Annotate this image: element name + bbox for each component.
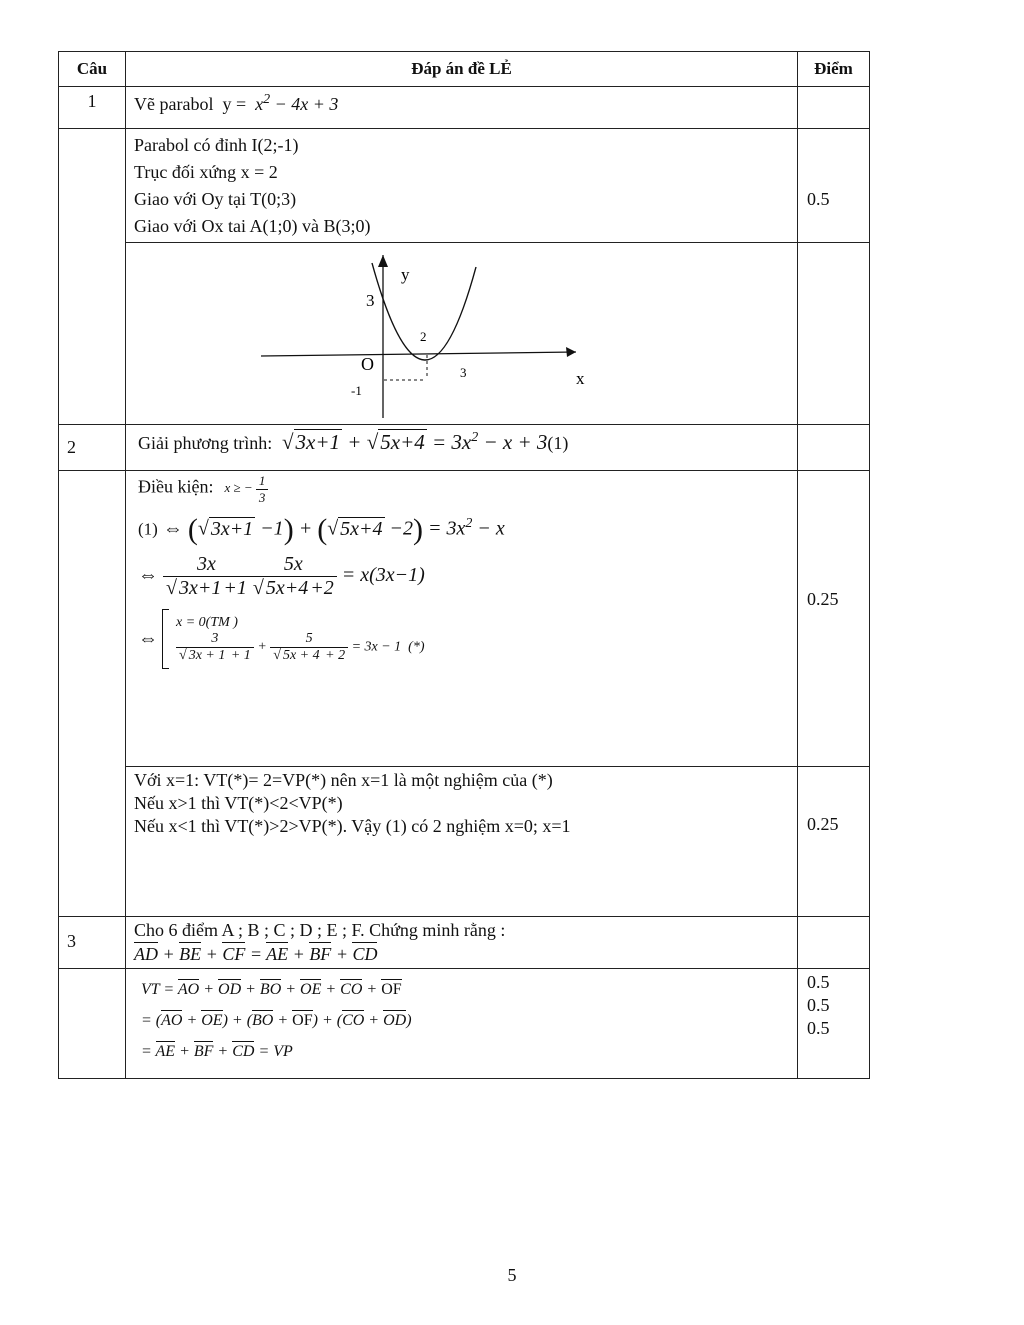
x-axis-arrow <box>566 347 576 357</box>
q1-prompt-row <box>59 87 870 129</box>
q3-proof-row <box>59 969 870 1079</box>
q2-step2: ⇔ $\frac{3x}{√ 3x+1 +1}$ $\frac{5x}{√ 5x+4 +2}$ = x(3x−1) <box>138 553 425 599</box>
q1-prompt <box>126 87 798 129</box>
q3-proof-line1: VT = AO + OD + BO + OE + CO + OF <box>141 981 402 998</box>
q2-line: Nếu x<1 thì VT(*)>2>VP(*). Vậy (1) có 2 nghiệm x=0; x=1 <box>134 816 571 836</box>
q2-number: 2 <box>59 425 126 471</box>
col-cau-header: Câu <box>59 52 126 87</box>
q2-prompt-row <box>59 425 870 471</box>
q2-solution <box>126 471 798 767</box>
q1-prompt-text: Vẽ parabol <box>134 94 214 114</box>
q1-equation: $y = x^2 - 4x + 3$ <box>222 92 339 114</box>
q3-number: 3 <box>59 917 126 969</box>
answer-table <box>58 51 870 1079</box>
q1-graph-cell <box>126 243 798 425</box>
col-dap-an-header: Đáp án đề LẺ <box>126 52 798 87</box>
q2-prompt <box>126 425 798 471</box>
header-row <box>59 52 870 87</box>
y-axis-arrow <box>378 255 388 267</box>
q3-proof-line2: = (AO + OE) + (BO + OF) + (CO + OD) <box>141 1012 412 1029</box>
q3-proof-line3: = AE + BF + CD = VP <box>141 1043 293 1060</box>
parabola-curve <box>372 263 476 360</box>
origin-label: O <box>361 354 374 374</box>
y-label: y <box>401 265 410 284</box>
q2-line: Nếu x>1 thì VT(*)<2<VP(*) <box>134 793 343 813</box>
q2-prompt-text: Giải phương trình: <box>138 433 273 453</box>
q1-line: Giao với Oy tại T(0;3) <box>134 189 297 209</box>
x-axis <box>261 352 576 356</box>
tick-y-3: 3 <box>366 291 375 310</box>
q3-proof <box>126 969 798 1079</box>
tick-x-2: 2 <box>420 329 427 344</box>
tick-x-3: 3 <box>460 365 467 380</box>
q2-score1: 0.25 <box>798 471 870 767</box>
q2-conclusion <box>126 767 798 917</box>
q3-scores <box>798 969 870 1079</box>
x-label: x <box>576 369 585 388</box>
q2-step3: ⇔ x = 0(TM ) $\frac{3}{√ 3x + 1 + 1}$ + $\frac{5}{√ 5x + 4 + 2}$ = 3x − 1 (*) <box>138 609 785 669</box>
page-number: 5 <box>507 1265 517 1285</box>
q1-detail <box>126 129 798 243</box>
tick-y-neg1: -1 <box>351 383 362 398</box>
q1-line: Giao với Ox tai A(1;0) và B(3;0) <box>134 216 371 236</box>
q2-condition-label: Điều kiện: <box>138 476 214 497</box>
q2-equation: $√3x+1 + √5x+4 = 3x^2 - x + 3(1)$ <box>276 430 569 454</box>
q2-solution-row <box>59 471 870 767</box>
q1-score: 0.5 <box>798 129 870 243</box>
q2-conclusion-row <box>59 767 870 917</box>
q2-line: Với x=1: VT(*)= 2=VP(*) nên x=1 là một nghiệm của (*) <box>134 770 553 790</box>
q2-score2: 0.25 <box>798 767 870 917</box>
q3-identity: AD + BE + CF = AE + BF + CD <box>134 944 378 964</box>
q1-line: Trục đối xứng x = 2 <box>134 162 278 182</box>
q2-condition: x ≥ − $\frac{1}{3}$ <box>218 480 268 495</box>
q1-line: Parabol có đỉnh I(2;-1) <box>134 135 299 155</box>
q1-number: 1 <box>59 87 126 129</box>
q3-prompt <box>126 917 798 969</box>
q3-score: 0.5 <box>807 1018 830 1038</box>
q2-step1: (1) ⇔ (√ 3x+1 −1) + (√ $5x+4 -2) = 3x^2 - x$ <box>138 513 505 546</box>
q3-prompt-row <box>59 917 870 969</box>
q3-score: 0.5 <box>807 995 830 1015</box>
parabol-graph <box>126 243 726 423</box>
q3-prompt-text: Cho 6 điểm A ; B ; C ; D ; E ; F. Chứng minh rằng : <box>134 920 506 940</box>
col-diem-header: Điểm <box>798 52 870 87</box>
q1-graph-row <box>59 243 870 425</box>
q3-score: 0.5 <box>807 972 830 992</box>
q1-detail-row <box>59 129 870 243</box>
